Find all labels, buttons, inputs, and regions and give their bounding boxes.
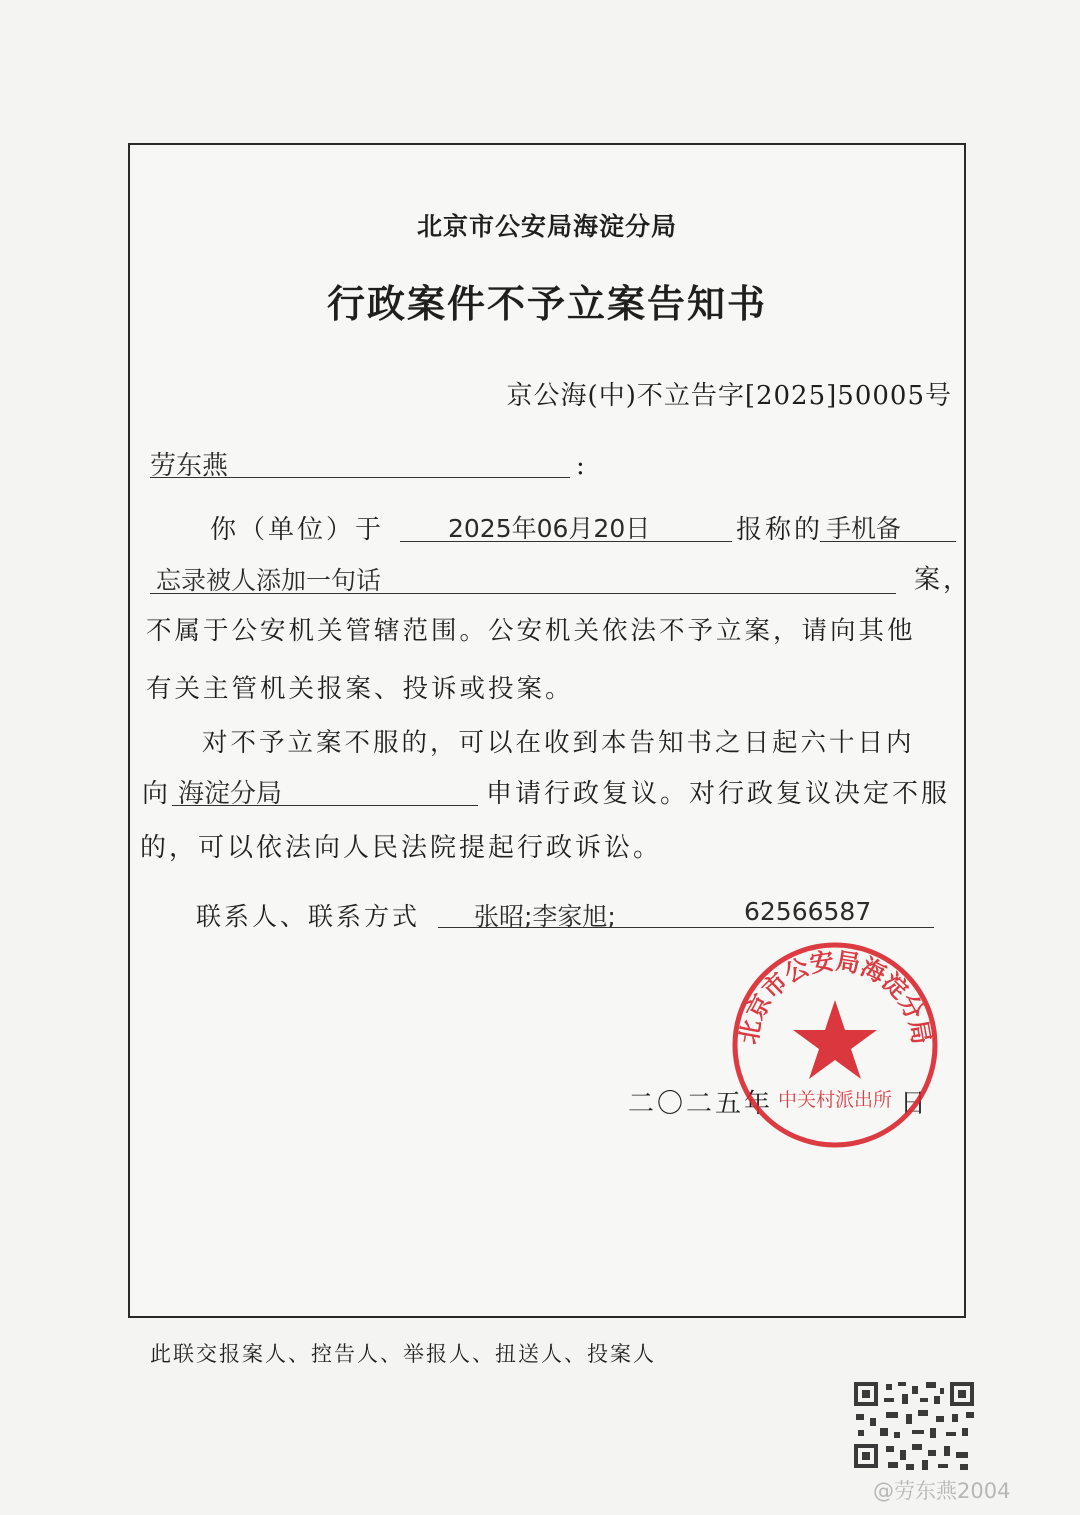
copy-note: 此联交报案人、控告人、举报人、扭送人、投案人 [150, 1342, 656, 1366]
contact-phone: 62566587 [744, 897, 872, 926]
case-suffix: 案， [914, 565, 973, 595]
contact-names: 张昭;李家旭; [474, 902, 616, 931]
watermark: @劳东燕2004 [873, 1479, 1011, 1503]
review-agency-underline [172, 805, 478, 806]
appeal-line-3: 的，可以依法向人民法院提起行政诉讼。 [140, 833, 663, 863]
report-date: 2025年06月20日 [448, 514, 651, 543]
document-number: 京公海(中)不立告字[2025]50005号 [506, 381, 952, 411]
case-underline-1 [820, 541, 956, 542]
recipient-underline [150, 477, 570, 478]
appeal-prefix: 向 [142, 779, 172, 809]
contact-label: 联系人、联系方式 [196, 902, 421, 931]
issue-date-end: 日 [900, 1089, 930, 1119]
document-title: 行政案件不予立案告知书 [326, 281, 767, 326]
issue-date: 二〇二五年 [628, 1089, 774, 1119]
date-underline [400, 541, 732, 542]
contact-underline [438, 927, 934, 928]
seal-text-bottom: 中关村派出所 [777, 1089, 893, 1111]
star-icon [793, 1000, 877, 1079]
refer-line: 有关主管机关报案、投诉或投案。 [146, 674, 574, 704]
report-prefix: 你（单位）于 [210, 515, 385, 545]
case-underline-2 [150, 593, 896, 594]
jurisdiction-line: 不属于公安机关管辖范围。公安机关依法不予立案，请向其他 [146, 616, 916, 646]
appeal-mid: 申请行政复议。对行政复议决定不服 [486, 779, 951, 809]
official-seal [728, 938, 942, 1152]
case-description-1: 手机备 [826, 514, 902, 543]
report-mid: 报称的 [736, 515, 824, 545]
recipient-name: 劳东燕 [150, 451, 229, 481]
appeal-line-1: 对不予立案不服的，可以在收到本告知书之日起六十日内 [202, 728, 915, 758]
qr-code-icon [850, 1378, 978, 1474]
agency-name: 北京市公安局海淀分局 [416, 212, 677, 241]
recipient-colon: : [576, 451, 588, 481]
seal-text-top: 北京市公安局海淀分局 [733, 945, 937, 1047]
case-description-2: 忘录被人添加一句话 [156, 566, 382, 595]
review-agency: 海淀分局 [178, 779, 283, 809]
